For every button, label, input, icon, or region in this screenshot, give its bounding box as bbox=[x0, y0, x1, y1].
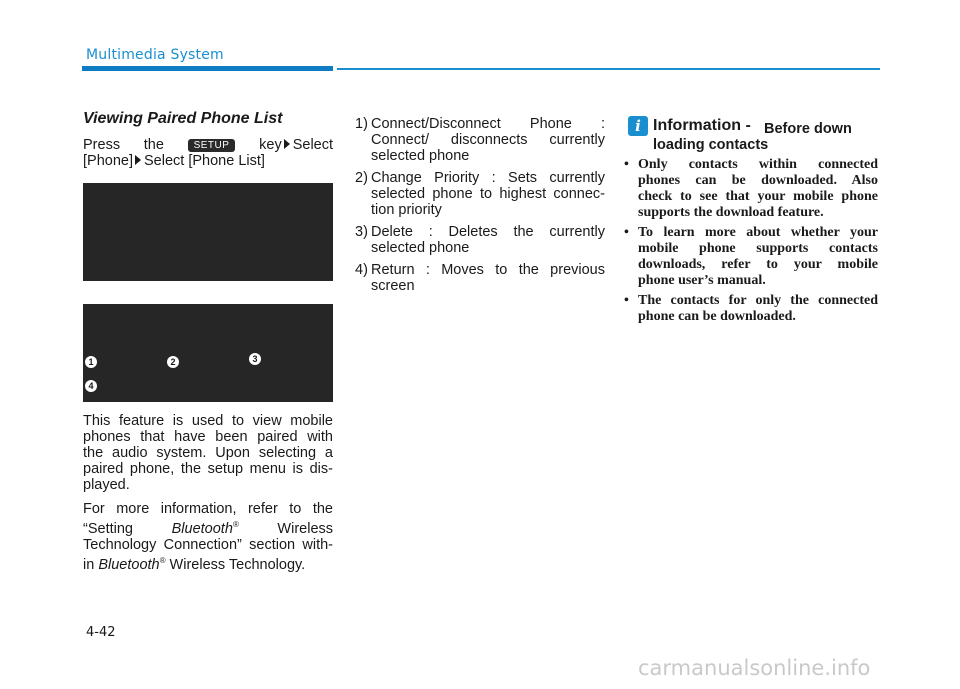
reference: For more information, refer to the “Setting Bluetooth® Wireless Technology Connection” section with- in Bluetooth® Wireless Technology. bbox=[83, 501, 334, 573]
list-item: • To learn more about whether your mobile phone supports contacts downloads, refer to your mobile phone user’s manual. bbox=[624, 225, 878, 288]
info-subtitle-2: loading contacts bbox=[653, 137, 769, 153]
list-item: 4) Return : Moves to the previous screen bbox=[355, 262, 605, 294]
left-column bbox=[83, 111, 333, 581]
screen-image-phone-options bbox=[83, 304, 333, 402]
list-item: 1) Connect/Disconnect Phone : Connect/ disconnects currently selected phone bbox=[355, 116, 605, 164]
list-item: • The contacts for only the connected phone can be downloaded. bbox=[624, 293, 878, 324]
info-label: Information - bbox=[653, 117, 751, 134]
middle-column bbox=[355, 116, 605, 300]
screen-image-phone-list bbox=[83, 183, 333, 281]
page-number: 4-42 bbox=[86, 625, 116, 640]
list-item: • Only contacts within connected phones can be downloaded. Also check to see that your mobile phone supports the download feature. bbox=[624, 157, 878, 220]
watermark: carmanualsonline.info bbox=[638, 656, 871, 680]
marker-1-icon: 1 bbox=[85, 356, 97, 368]
info-subtitle: Before down bbox=[764, 121, 852, 137]
info-header bbox=[622, 116, 878, 152]
arrow-right-icon bbox=[135, 155, 141, 165]
list-item: 3) Delete : Deletes the currently selected phone bbox=[355, 224, 605, 256]
setup-key-icon: SETUP bbox=[188, 139, 236, 152]
section-title: Viewing Paired Phone List bbox=[83, 110, 283, 127]
instruction-line-2: [Phone] Select [Phone List] bbox=[83, 153, 265, 169]
header-title: Multimedia System bbox=[86, 47, 224, 63]
header-bar bbox=[82, 66, 333, 71]
info-bullets bbox=[622, 157, 878, 325]
marker-4-icon: 4 bbox=[85, 380, 97, 392]
right-column bbox=[622, 116, 878, 329]
info-icon: i bbox=[628, 116, 648, 136]
arrow-right-icon bbox=[284, 139, 290, 149]
list-item: 2) Change Priority : Sets currently selected phone to highest connec- tion priority bbox=[355, 170, 605, 218]
header-rule bbox=[337, 68, 880, 70]
marker-3-icon: 3 bbox=[249, 353, 261, 365]
marker-2-icon: 2 bbox=[167, 356, 179, 368]
instruction-line-1: Press the SETUP key Select bbox=[83, 137, 334, 153]
description: This feature is used to view mobile phones that have been paired with the audio system. Upon selecting a paired phone, the setup menu is dis- played. bbox=[83, 413, 333, 493]
